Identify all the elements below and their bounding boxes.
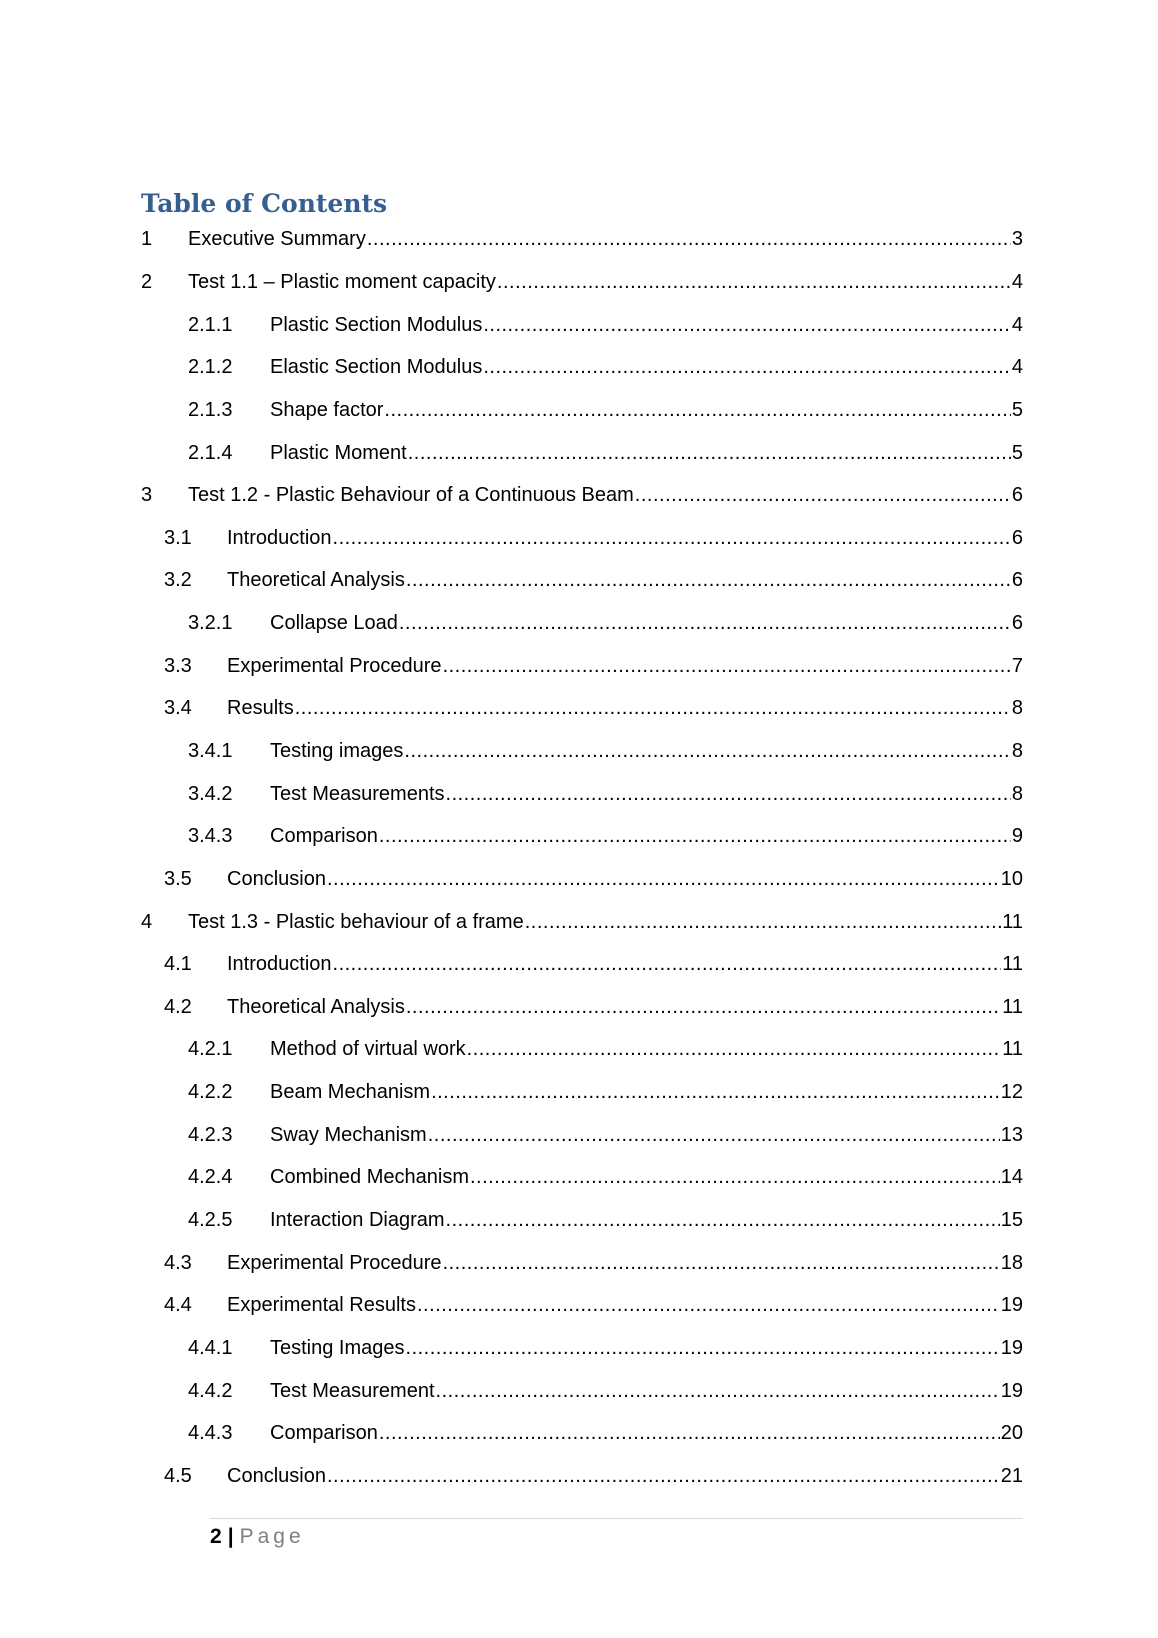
toc-entry-page[interactable]: 6 [1011,612,1023,635]
toc-entry-line[interactable] [270,396,1023,424]
toc-entry-title[interactable]: Conclusion [227,1462,327,1490]
toc-entry-line[interactable] [227,1291,1023,1319]
toc-entry[interactable] [0,1369,1158,1412]
toc-entry-title[interactable]: Results [227,694,295,722]
toc-entry-page[interactable]: 8 [1011,782,1023,805]
toc-entry-number: 4.1 [164,953,192,976]
toc-entry-number: 1 [141,228,153,251]
toc-dot-leader [497,268,1011,296]
toc-dot-leader [483,353,1011,381]
toc-entry-line[interactable] [270,1206,1023,1234]
toc-dot-leader [446,780,1011,808]
toc-dot-leader [467,1035,1002,1063]
toc-entry-title[interactable]: Test 1.3 - Plastic behaviour of a frame [188,908,525,936]
toc-entry-number: 3.5 [164,867,192,890]
toc-dot-leader [408,439,1011,467]
toc-entry-page[interactable]: 11 [1002,1038,1023,1061]
toc-entry-line[interactable] [270,353,1023,381]
toc-entry-number: 2.1.1 [188,313,233,336]
toc-dot-leader [443,1249,1000,1277]
toc-entry-line[interactable] [270,1035,1023,1063]
toc-entry-title[interactable]: Test Measurement [270,1377,436,1405]
toc-entry-line[interactable] [227,1462,1023,1490]
toc-entry-line[interactable] [270,1419,1023,1447]
toc-dot-leader [436,1377,1000,1405]
toc-entry-title[interactable]: Shape factor [270,396,384,424]
toc-entry-title[interactable]: Comparison [270,1419,379,1447]
toc-entry-number: 3.2.1 [188,612,233,635]
toc-entry-number: 4.2 [164,995,192,1018]
toc-entry[interactable] [0,644,1158,687]
toc-entry-title[interactable]: Collapse Load [270,609,399,637]
toc-dot-leader [295,694,1011,722]
toc-entry-number: 3.4 [164,697,192,720]
toc-entry-page[interactable]: 8 [1011,740,1023,762]
toc-entry-number: 3.4.1 [188,740,233,762]
toc-entry-line[interactable] [227,652,1023,680]
toc-entry-page[interactable]: 13 [1000,1123,1023,1146]
toc-entry-page[interactable]: 19 [1000,1294,1023,1317]
toc-dot-leader [406,1334,1000,1362]
toc-entry-page[interactable]: 6 [1011,526,1023,549]
toc-entry-page[interactable]: 20 [1000,1422,1023,1445]
toc-entry-number: 4.4.3 [188,1422,233,1445]
toc-entry-number: 3.3 [164,654,192,677]
toc-dot-leader [384,396,1010,424]
toc-entry-title[interactable]: Plastic Moment [270,439,408,467]
toc-entry-page[interactable]: 18 [1000,1251,1023,1274]
toc-entry-number: 2.1.3 [188,398,233,421]
toc-entry-number: 4.2.1 [188,1038,233,1061]
toc-dot-leader [470,1163,1000,1191]
toc-entry-line[interactable] [270,737,1023,765]
toc-entry-title[interactable]: Experimental Results [227,1291,417,1319]
toc-entry-title[interactable]: Test 1.1 – Plastic moment capacity [188,268,497,296]
toc-entry[interactable] [0,474,1158,517]
toc-entry-page[interactable]: 11 [1002,953,1023,976]
toc-entry[interactable] [0,1327,1158,1370]
toc-entry[interactable] [0,559,1158,602]
toc-dot-leader [367,225,1011,253]
toc-entry-number: 4.2.4 [188,1166,233,1189]
toc-entry-line[interactable] [188,268,1023,296]
toc-entry-line[interactable] [227,524,1023,552]
toc-entry-page[interactable]: 9 [1011,825,1023,848]
toc-dot-leader [379,1419,1000,1447]
toc-entry-number: 3.2 [164,569,192,592]
toc-entry-line[interactable] [270,1078,1023,1106]
toc-dot-leader [333,950,1002,978]
toc-entry-title[interactable]: Sway Mechanism [270,1121,428,1149]
footer-divider [210,1518,1023,1519]
toc-entry-line[interactable] [270,1121,1023,1149]
toc-entry-title[interactable]: Executive Summary [188,225,367,253]
toc-entry[interactable] [0,1412,1158,1455]
toc-entry-page[interactable]: 10 [1000,867,1023,890]
toc-dot-leader [327,865,1000,893]
toc-entry-number: 2.1.2 [188,356,233,379]
toc-heading: Table of Contents [141,189,388,218]
toc-entry[interactable] [0,218,1158,261]
toc-entry[interactable] [0,1284,1158,1327]
toc-dot-leader [327,1462,1000,1490]
toc-entry-title[interactable]: Theoretical Analysis [227,566,406,594]
toc-entry-line[interactable] [227,865,1023,893]
footer-page-number: 2 [210,1525,222,1548]
toc-entry-line[interactable] [270,780,1023,808]
toc-entry-page[interactable]: 19 [1000,1336,1023,1359]
toc-dot-leader [431,1078,1000,1106]
toc-entry-number: 4.4.2 [188,1379,233,1402]
toc-entry-title[interactable]: Comparison [270,822,379,850]
toc-entry[interactable] [0,772,1158,815]
toc-entry-line[interactable] [227,993,1023,1021]
toc-dot-leader [635,481,1011,509]
toc-entry-page[interactable]: 15 [1000,1209,1023,1232]
toc-entry[interactable] [0,1241,1158,1284]
toc-entry-number: 4.5 [164,1464,192,1487]
toc-entry-page[interactable]: 11 [1002,995,1023,1018]
toc-dot-leader [446,1206,1000,1234]
toc-entry-title[interactable]: Interaction Diagram [270,1206,446,1234]
toc-entry[interactable] [0,1156,1158,1199]
toc-entry[interactable] [0,1199,1158,1242]
toc-entry-number: 4.4 [164,1294,192,1317]
toc-entry-number: 4.4.1 [188,1336,233,1359]
toc-entry-number: 3.1 [164,526,192,549]
toc-list [0,218,1158,1497]
toc-entry-title[interactable]: Introduction [227,524,333,552]
toc-entry-title[interactable]: Elastic Section Modulus [270,353,483,381]
toc-entry-number: 4.3 [164,1251,192,1274]
toc-entry-title[interactable]: Combined Mechanism [270,1163,470,1191]
toc-entry-page[interactable]: 14 [1000,1166,1023,1189]
toc-entry-title[interactable]: Test Measurements [270,780,446,808]
toc-entry-number: 3 [141,484,153,507]
toc-entry-page[interactable]: 21 [1000,1464,1023,1487]
toc-entry-line[interactable] [270,1334,1023,1362]
toc-entry-page[interactable]: 5 [1011,441,1023,464]
toc-entry-line[interactable] [270,609,1023,637]
toc-entry-title[interactable]: Testing Images [270,1334,406,1362]
toc-entry[interactable] [0,986,1158,1029]
toc-entry-number: 4.2.2 [188,1081,233,1104]
toc-entry-line[interactable] [270,1377,1023,1405]
toc-entry-line[interactable] [270,439,1023,467]
toc-entry-number: 2 [141,270,153,293]
toc-entry-title[interactable]: Testing images [270,737,404,765]
toc-entry-page[interactable]: 19 [1000,1379,1023,1402]
toc-entry-title[interactable]: Beam Mechanism [270,1078,431,1106]
toc-dot-leader [483,311,1011,339]
footer-separator: | [227,1525,234,1548]
toc-entry[interactable] [0,1028,1158,1071]
toc-dot-leader [406,566,1011,594]
toc-entry-title[interactable]: Introduction [227,950,333,978]
toc-entry[interactable] [0,858,1158,901]
toc-entry[interactable] [0,943,1158,986]
toc-entry-page[interactable]: 4 [1011,313,1023,336]
toc-entry[interactable] [0,1113,1158,1156]
toc-entry-page[interactable]: 6 [1011,484,1023,507]
toc-entry[interactable] [0,516,1158,559]
toc-dot-leader [399,609,1011,637]
toc-entry-page[interactable]: 4 [1011,270,1023,293]
toc-entry[interactable] [0,1455,1158,1498]
toc-dot-leader [379,822,1011,850]
toc-entry-line[interactable] [188,225,1023,253]
toc-entry-title[interactable]: Plastic Section Modulus [270,311,483,339]
toc-entry[interactable] [0,389,1158,432]
toc-entry-page[interactable]: 5 [1011,398,1023,421]
toc-entry[interactable] [0,730,1158,773]
toc-entry-number: 3.4.3 [188,825,233,848]
toc-entry-page[interactable]: 8 [1011,697,1023,720]
toc-entry[interactable] [0,1071,1158,1114]
toc-entry-line[interactable] [227,1249,1023,1277]
toc-dot-leader [428,1121,1000,1149]
toc-entry[interactable] [0,687,1158,730]
toc-dot-leader [333,524,1011,552]
toc-entry-line[interactable] [227,950,1023,978]
toc-entry-title[interactable]: Experimental Procedure [227,652,443,680]
toc-entry-line[interactable] [270,1163,1023,1191]
toc-entry-line[interactable] [188,481,1023,509]
toc-entry[interactable] [0,602,1158,645]
toc-entry-line[interactable] [227,694,1023,722]
toc-dot-leader [406,993,1001,1021]
toc-entry-number: 2.1.4 [188,441,233,464]
toc-entry-number: 3.4.2 [188,782,233,805]
toc-dot-leader [404,737,1010,765]
toc-dot-leader [443,652,1011,680]
toc-dot-leader [525,908,1002,936]
page-footer [210,1522,305,1552]
toc-entry-line[interactable] [227,566,1023,594]
toc-entry[interactable] [0,900,1158,943]
toc-entry-page[interactable]: 6 [1011,569,1023,592]
toc-entry-title[interactable]: Method of virtual work [270,1035,467,1063]
toc-entry-page[interactable]: 12 [1000,1081,1023,1104]
toc-entry-title[interactable]: Conclusion [227,865,327,893]
footer-page-label: Page [239,1525,305,1548]
toc-entry[interactable] [0,303,1158,346]
toc-entry-line[interactable] [188,908,1023,936]
toc-entry[interactable] [0,815,1158,858]
toc-entry-page[interactable]: 11 [1002,910,1023,933]
toc-entry[interactable] [0,261,1158,304]
toc-entry-line[interactable] [270,311,1023,339]
toc-entry-page[interactable]: 4 [1011,356,1023,379]
toc-entry-title[interactable]: Test 1.2 - Plastic Behaviour of a Continuous Beam [188,481,635,509]
toc-entry[interactable] [0,346,1158,389]
toc-entry-page[interactable]: 3 [1011,228,1023,251]
toc-entry-title[interactable]: Experimental Procedure [227,1249,443,1277]
toc-dot-leader [417,1291,1000,1319]
toc-entry-page[interactable]: 7 [1011,654,1023,677]
toc-entry-title[interactable]: Theoretical Analysis [227,993,406,1021]
toc-entry-number: 4.2.3 [188,1123,233,1146]
toc-entry-line[interactable] [270,822,1023,850]
toc-entry[interactable] [0,431,1158,474]
toc-entry-number: 4 [141,910,153,933]
toc-entry-number: 4.2.5 [188,1209,233,1232]
